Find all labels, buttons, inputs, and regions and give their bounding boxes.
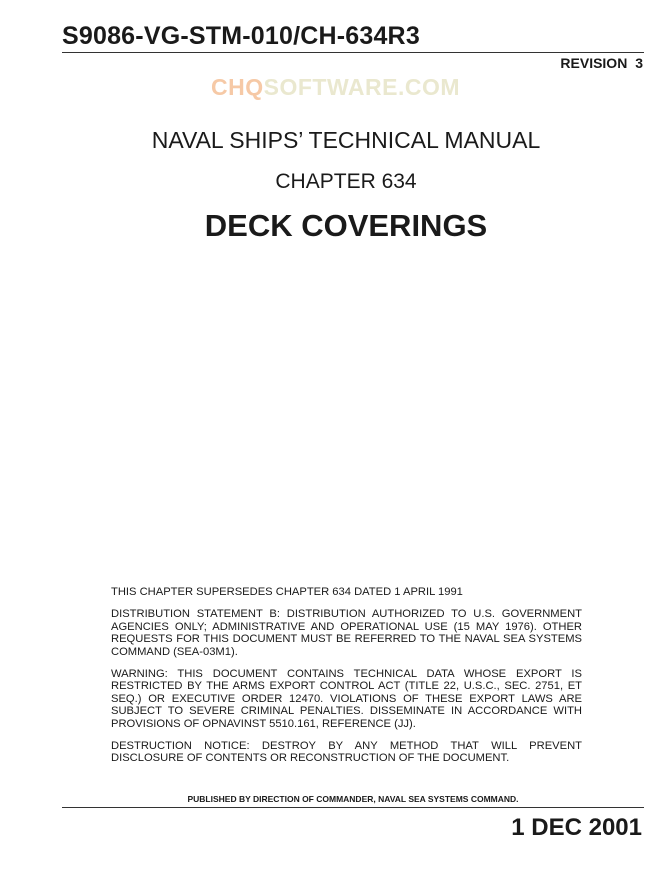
- revision-label: REVISION 3: [560, 55, 643, 71]
- chapter-number: CHAPTER 634: [275, 170, 417, 193]
- distribution-statement: DISTRIBUTION STATEMENT B: DISTRIBUTION AUTHORIZED TO U.S. GOVERNMENT AGENCIES ONLY; ADMINISTRATIVE AND OPERATIONAL USE (15 MAY 1976). OTHER REQUESTS FOR THIS DOCUMENT MUST BE REFERRED TO THE NAVAL SEA SYSTEMS COMMAND (SEA-03M1).: [111, 608, 582, 658]
- chapter-subject: DECK COVERINGS: [204, 208, 488, 243]
- document-number: S9086-VG-STM-010/CH-634R3: [62, 22, 420, 50]
- watermark: [0, 74, 671, 101]
- manual-title: NAVAL SHIPS’ TECHNICAL MANUAL: [151, 127, 541, 153]
- notices-block: [111, 586, 582, 775]
- watermark-part-2: SOFTWARE.COM: [263, 74, 460, 100]
- publication-date: 1 DEC 2001: [511, 814, 642, 841]
- published-by: PUBLISHED BY DIRECTION OF COMMANDER, NAVAL SEA SYSTEMS COMMAND.: [187, 794, 519, 804]
- destruction-notice: DESTRUCTION NOTICE: DESTROY BY ANY METHOD THAT WILL PREVENT DISCLOSURE OF CONTENTS OR RECONSTRUCTION OF THE DOCUMENT.: [111, 740, 582, 765]
- bottom-divider: [62, 807, 644, 808]
- supersedes-notice: THIS CHAPTER SUPERSEDES CHAPTER 634 DATED 1 APRIL 1991: [111, 586, 463, 598]
- watermark-part-1: CHQ: [210, 74, 264, 100]
- top-divider: [62, 52, 644, 53]
- export-warning: WARNING: THIS DOCUMENT CONTAINS TECHNICAL DATA WHOSE EXPORT IS RESTRICTED BY THE ARMS EXPORT CONTROL ACT (TITLE 22, U.S.C., SEC. 2751, ET SEQ.) OR EXECUTIVE ORDER 12470. VIOLATIONS OF THESE EXPORT LAWS ARE SUBJECT TO SEVERE CRIMINAL PENALTIES. DISSEMINATE IN ACCORDANCE WITH PROVISIONS OF OPNAVINST 5510.161, REFERENCE (JJ).: [111, 668, 582, 730]
